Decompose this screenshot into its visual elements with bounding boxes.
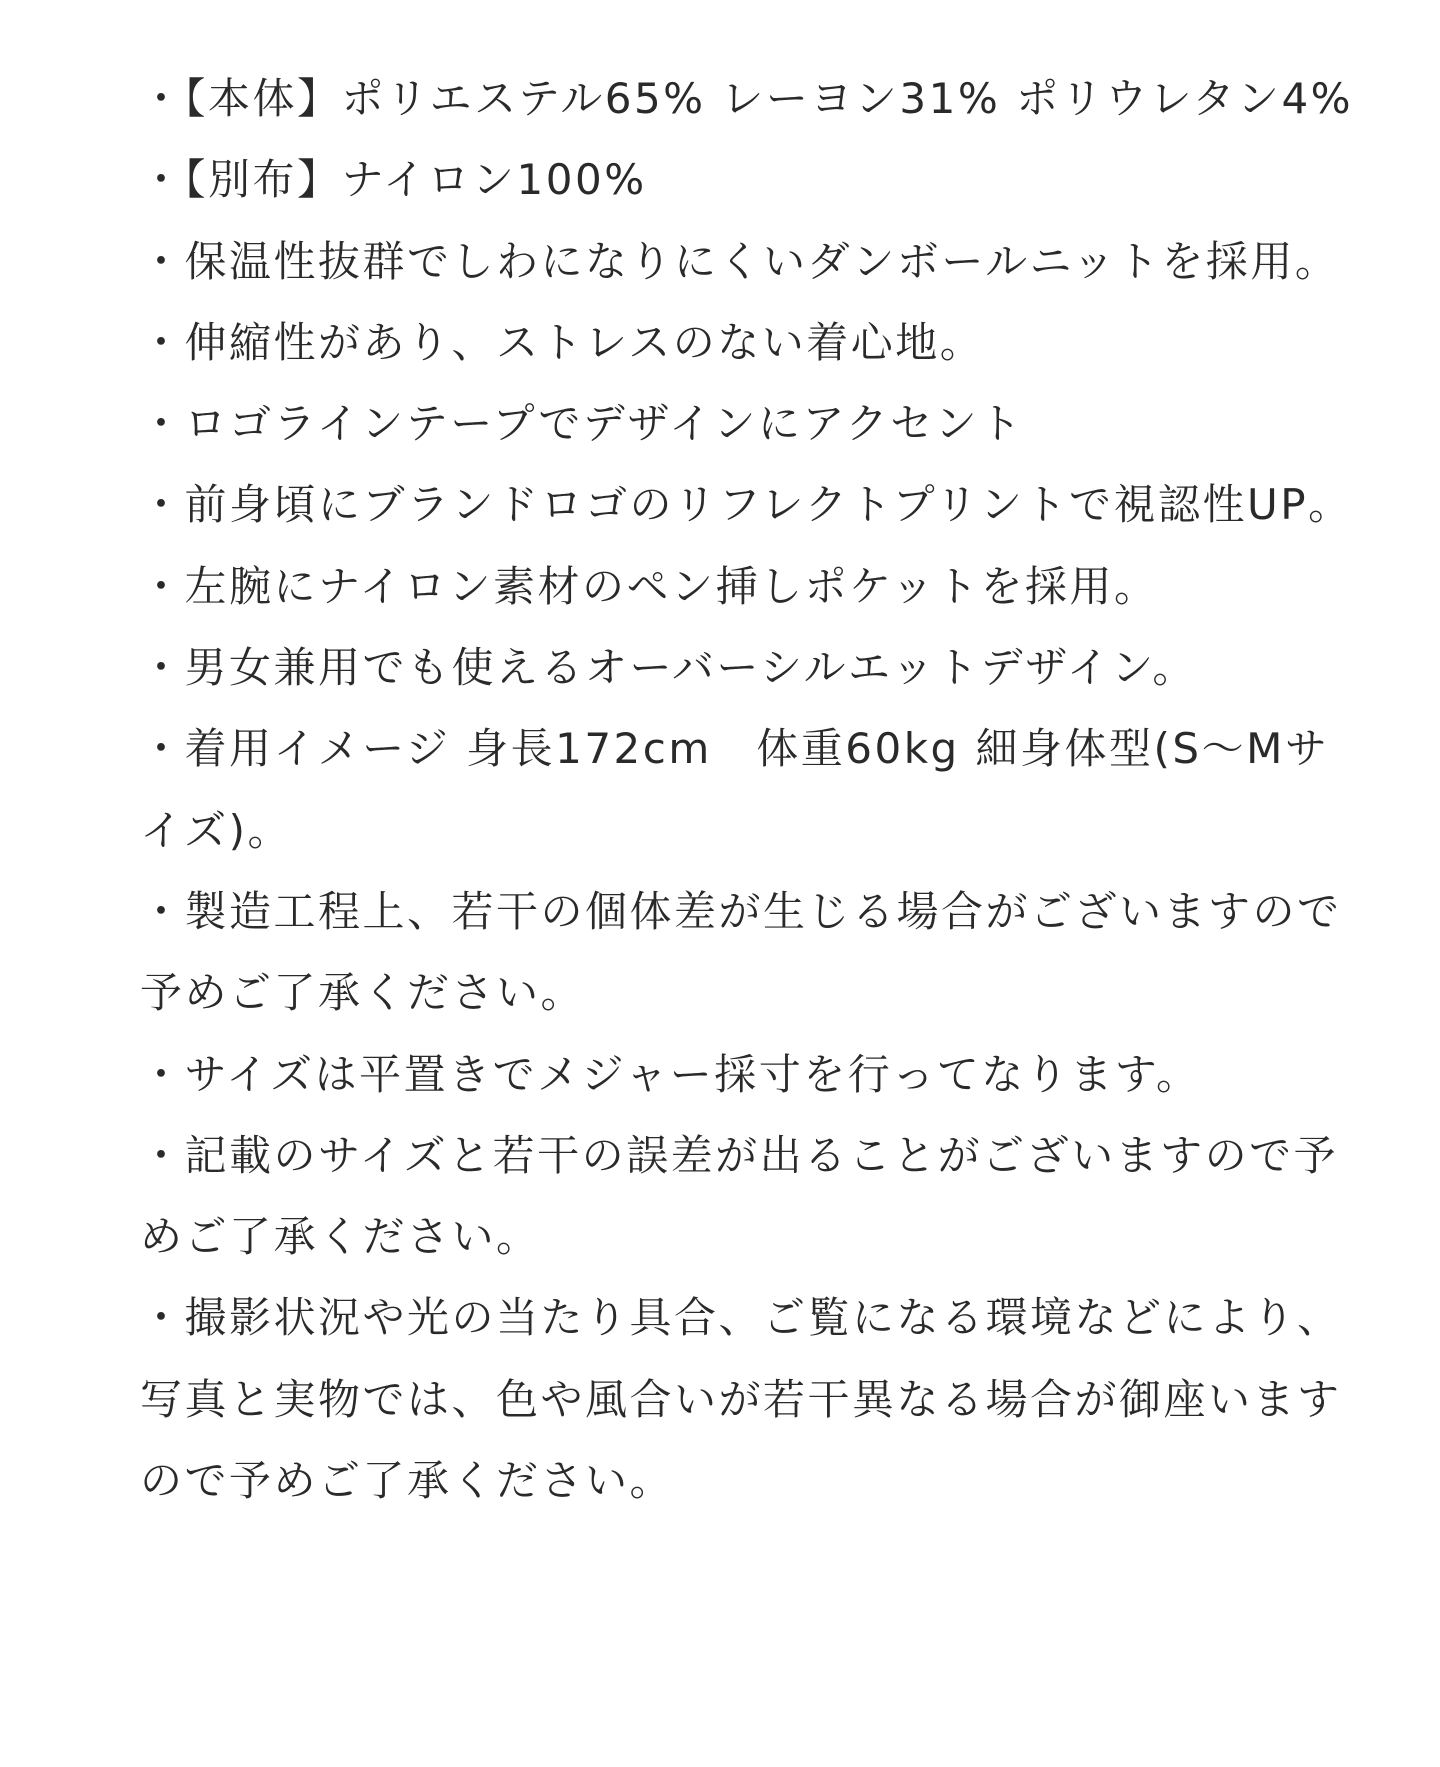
photo-color-disclaimer-note: ・撮影状況や光の当たり具合、ご覧になる環境などにより、写真と実物では、色や風合いが若干異なる場合が御座いますので予めご了承ください。 [140,1293,1342,1506]
size-tolerance-note: ・記載のサイズと若干の誤差が出ることがございますので予めご了承ください。 [140,1130,1339,1262]
pen-pocket-feature-item: ・左腕にナイロン素材のペン挿しポケットを採用。 [140,561,1159,611]
manufacturing-variance-note: ・製造工程上、若干の個体差が生じる場合がございますので予めご了承ください。 [140,886,1342,1018]
unisex-silhouette-item: ・男女兼用でも使えるオーバーシルエットデザイン。 [140,643,1197,693]
model-fit-item: ・着用イメージ 身長172cm 体重60kg 細身体型(S〜Mサイズ)。 [140,724,1330,855]
measurement-method-note: ・サイズは平置きでメジャー採寸を行ってなります。 [140,1049,1201,1099]
warmth-feature-item: ・保温性抜群でしわになりにくいダンボールニットを採用。 [140,236,1340,286]
stretch-feature-item: ・伸縮性があり、ストレスのない着心地。 [140,317,985,367]
reflective-print-feature-item: ・前身頃にブランドロゴのリフレクトプリントで視認性UP。 [140,480,1353,530]
material-body-item: ・【本体】ポリエステル65% レーヨン31% ポリウレタン4% [140,74,1354,123]
logo-tape-feature-item: ・ロゴラインテープでデザインにアクセント [140,399,1024,449]
material-secondary-item: ・【別布】ナイロン100% [140,155,647,205]
product-description [140,58,1370,1521]
